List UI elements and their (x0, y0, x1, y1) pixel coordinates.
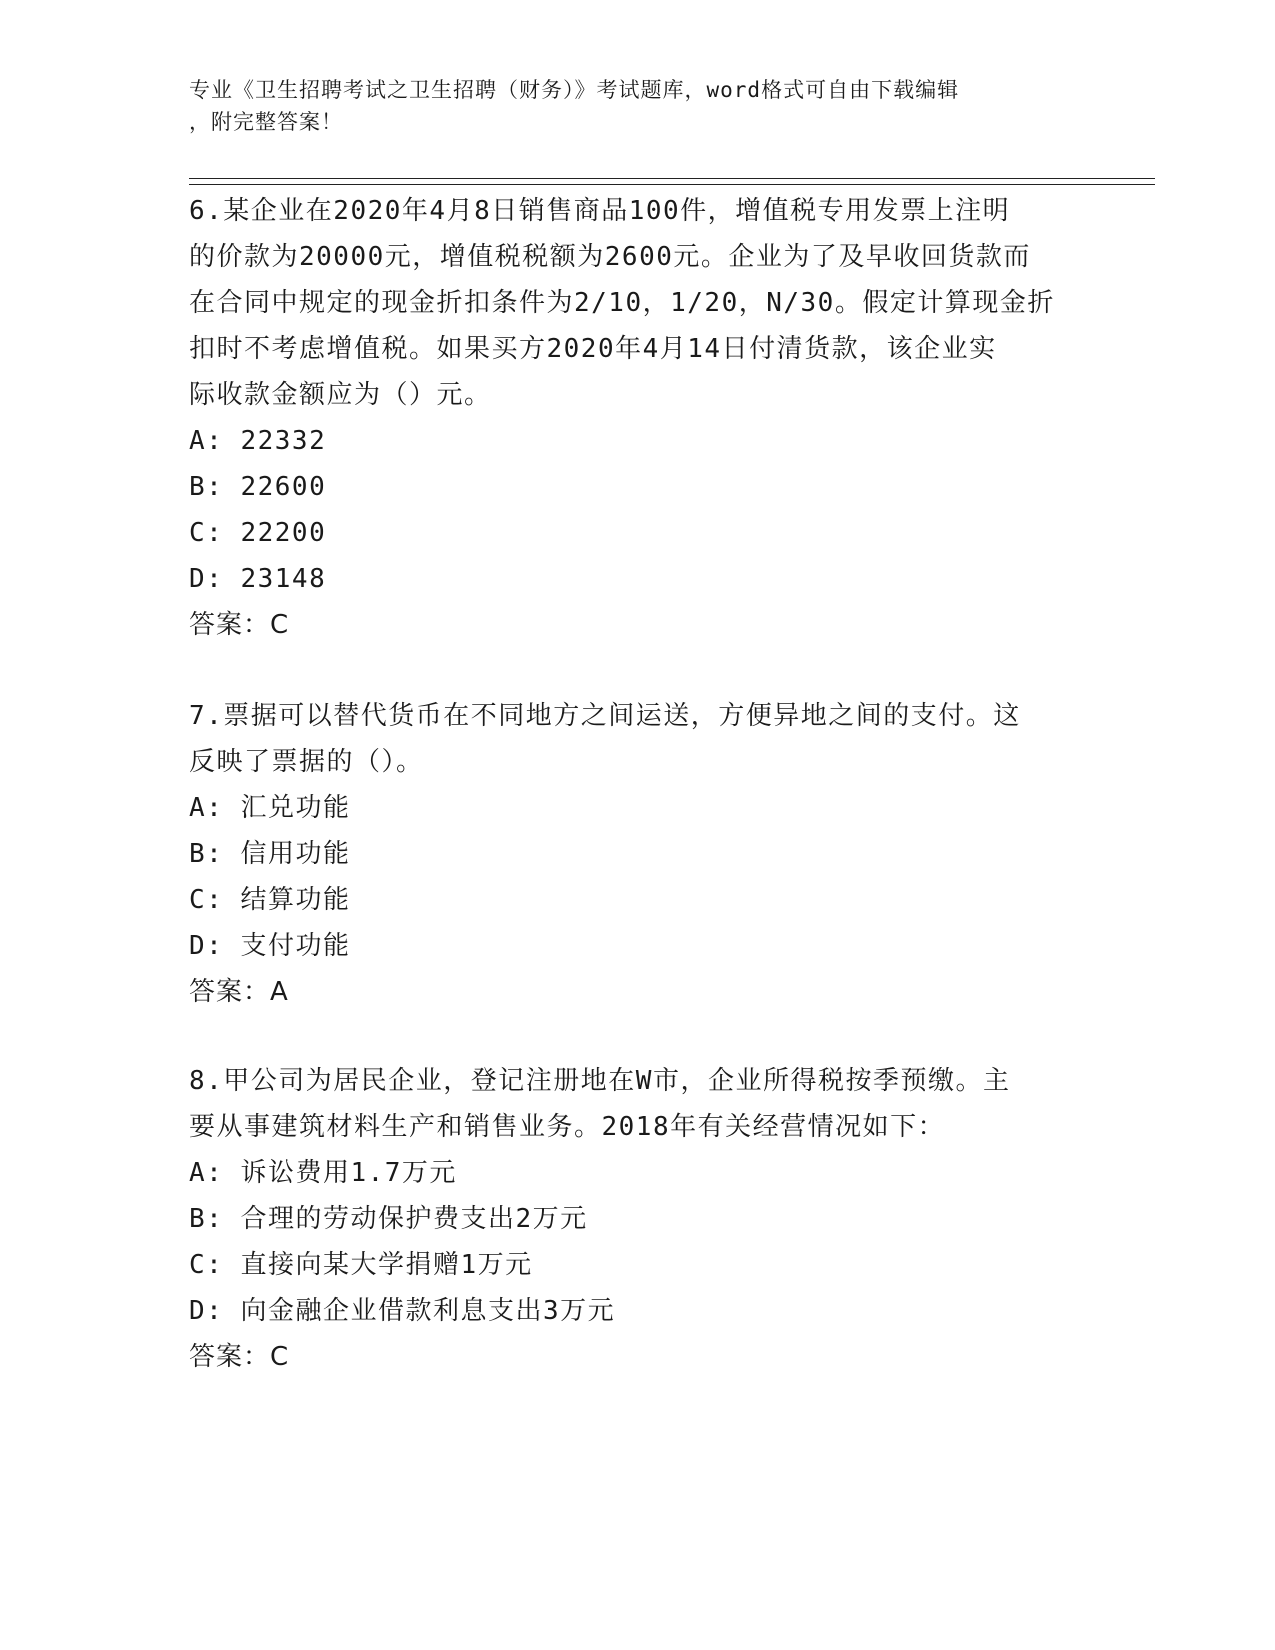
question-stem (189, 1058, 1089, 1150)
header-divider-top (189, 178, 1155, 179)
option-a: A: 22332 (189, 426, 327, 456)
stem-line: 6.某企业在2020年4月8日销售商品100件，增值税专用发票上注明 (189, 196, 1011, 226)
answer: 答案：C (189, 610, 290, 640)
option-b: B: 信用功能 (189, 839, 351, 869)
question-7 (189, 693, 1089, 1015)
stem-line: 要从事建筑材料生产和销售业务。2018年有关经营情况如下： (189, 1112, 946, 1142)
option-a: A: 汇兑功能 (189, 793, 351, 823)
stem-line: 扣时不考虑增值税。如果买方2020年4月14日付清货款，该企业实 (189, 334, 997, 364)
header-line-1: 专业《卫生招聘考试之卫生招聘（财务）》考试题库，word格式可自由下载编辑 (189, 78, 960, 102)
answer: 答案：A (189, 977, 289, 1007)
header-line-2: ，附完整答案！ (189, 110, 343, 134)
question-stem (189, 188, 1089, 418)
stem-line: 反映了票据的（）。 (189, 747, 424, 777)
question-stem (189, 693, 1089, 785)
option-b: B: 22600 (189, 472, 327, 502)
option-c: C: 结算功能 (189, 885, 351, 915)
stem-line: 7.票据可以替代货币在不同地方之间运送，方便异地之间的支付。这 (189, 701, 1021, 731)
document-header (189, 74, 1069, 138)
option-c: C: 22200 (189, 518, 327, 548)
question-8 (189, 1058, 1089, 1380)
stem-line: 的价款为20000元，增值税税额为2600元。企业为了及早收回货款而 (189, 242, 1031, 272)
option-d: D: 支付功能 (189, 931, 351, 961)
stem-line: 在合同中规定的现金折扣条件为2/10，1/20，N/30。假定计算现金折 (189, 288, 1055, 318)
option-c: C: 直接向某大学捐赠1万元 (189, 1250, 533, 1280)
stem-line: 际收款金额应为（）元。 (189, 380, 492, 410)
answer: 答案：C (189, 1342, 290, 1372)
option-d: D: 向金融企业借款利息支出3万元 (189, 1296, 616, 1326)
option-b: B: 合理的劳动保护费支出2万元 (189, 1204, 588, 1234)
option-d: D: 23148 (189, 564, 327, 594)
stem-line: 8.甲公司为居民企业，登记注册地在W市，企业所得税按季预缴。主 (189, 1066, 1011, 1096)
header-divider-bottom (189, 184, 1155, 185)
option-a: A: 诉讼费用1.7万元 (189, 1158, 457, 1188)
question-6 (189, 188, 1089, 648)
